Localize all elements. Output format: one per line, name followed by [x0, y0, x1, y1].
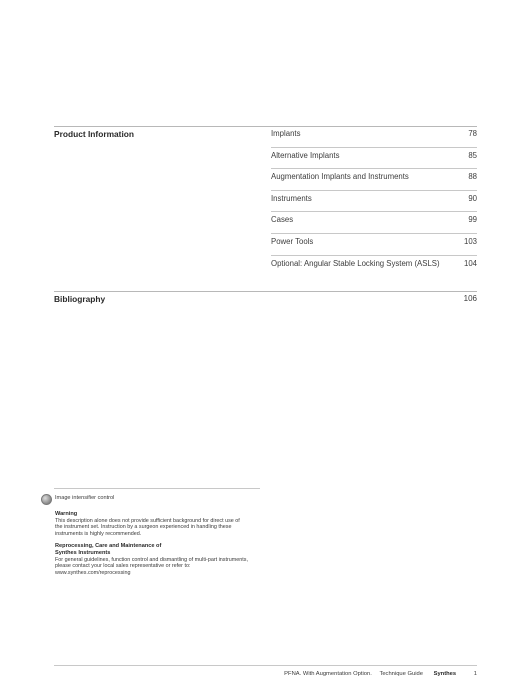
reprocessing-heading: Reprocessing, Care and Maintenance of: [55, 543, 162, 550]
toc-entry-label: Implants: [271, 129, 301, 138]
image-intensifier-icon: [41, 494, 52, 505]
toc-entry-page: 88: [468, 172, 477, 182]
reprocessing-text-line: please contact your local sales representative or refer to:: [55, 563, 191, 570]
footer-document-title: PFNA. With Augmentation Option.: [284, 671, 372, 677]
warning-note: [54, 511, 260, 537]
footer-page-number: 1: [473, 671, 477, 677]
toc-entry[interactable]: [271, 211, 477, 233]
info-divider: [54, 488, 260, 489]
warning-text-line: instruments is highly recommended.: [55, 530, 142, 537]
section-title: Product Information: [54, 129, 135, 139]
toc-entry-page: 78: [468, 129, 477, 138]
footer-divider: [54, 665, 477, 666]
toc-entry-label: Cases: [271, 215, 294, 225]
instrument-info-box: [54, 488, 260, 576]
footer-brand: Synthes: [433, 671, 457, 677]
reprocessing-note: [54, 543, 260, 576]
reprocessing-url[interactable]: www.synthes.com/reprocessing: [55, 569, 131, 576]
warning-text-line: the instrument set. Instruction by a surgeon experienced in handling these: [55, 524, 232, 531]
image-intensifier-row: [54, 495, 260, 504]
toc-entry-label: Optional: Angular Stable Locking System (ASLS): [271, 258, 440, 268]
warning-text-line: This description alone does not provide sufficient background for direct use of: [55, 517, 240, 524]
warning-heading: Warning: [55, 511, 78, 517]
section-page: 106: [463, 294, 477, 303]
toc-entry-label: Power Tools: [271, 236, 314, 246]
toc-entry[interactable]: [271, 233, 477, 255]
footer-document-type: Technique Guide: [379, 671, 423, 677]
toc-entry-page: 104: [463, 258, 477, 268]
page-footer: [284, 671, 477, 677]
image-intensifier-label: Image intensifier control: [55, 495, 115, 501]
toc-entry-page: 103: [463, 236, 477, 246]
reprocessing-text-line: For general guidelines, function control and dismantling of multi-part instruments,: [55, 556, 248, 563]
toc-entry[interactable]: [271, 126, 477, 147]
section-divider: [54, 291, 477, 292]
reprocessing-heading: Synthes Instruments: [55, 549, 111, 556]
toc-entry-label: Instruments: [271, 193, 312, 203]
toc-entry-page: 90: [468, 193, 477, 203]
toc-entry-list: [271, 126, 477, 276]
toc-entry-label: Augmentation Implants and Instruments: [271, 172, 409, 182]
toc-entry[interactable]: [271, 190, 477, 212]
section-title: Bibliography: [54, 294, 106, 304]
toc-entry[interactable]: [271, 147, 477, 169]
toc-entry[interactable]: [271, 255, 477, 277]
toc-entry-label: Alternative Implants: [271, 150, 340, 160]
toc-entry-page: 99: [468, 215, 477, 225]
toc-entry[interactable]: [271, 168, 477, 190]
toc-entry-page: 85: [468, 150, 477, 160]
